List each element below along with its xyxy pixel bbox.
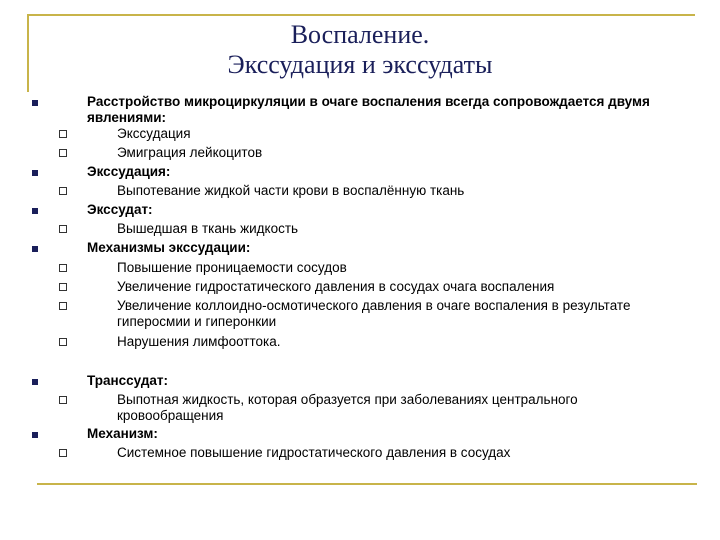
- hollow-square-bullet-icon: [59, 187, 67, 195]
- sub-bullet-text: Нарушения лимфооттока.: [117, 334, 281, 349]
- slide-title-line2: Экссудация и экссудаты: [227, 50, 493, 79]
- frame-bottom-line: [37, 483, 697, 485]
- sub-bullet-item: [117, 445, 687, 461]
- sub-bullet-item: [117, 298, 687, 330]
- hollow-square-bullet-icon: [59, 449, 67, 457]
- bullet-text: Экссудация:: [87, 164, 171, 179]
- bullet-text: Механизм:: [87, 426, 158, 441]
- sub-bullet-item: [117, 334, 687, 350]
- sub-bullet-item: [117, 221, 687, 237]
- square-bullet-icon: [32, 379, 38, 385]
- bullet-text: Механизмы экссудации:: [87, 240, 251, 255]
- bullet-text: Транссудат:: [87, 373, 169, 388]
- sub-bullet-item: [117, 145, 687, 161]
- square-bullet-icon: [32, 208, 38, 214]
- bullet-text: Экссудат:: [87, 202, 153, 217]
- sub-bullet-text: Увеличение гидростатического давления в сосудах очага воспаления: [117, 279, 555, 294]
- frame-top-line: [27, 14, 695, 16]
- sub-bullet-item: [117, 392, 687, 424]
- hollow-square-bullet-icon: [59, 283, 67, 291]
- sub-bullet-text: Увеличение коллоидно-осмотического давления в очаге воспаления в результате гиперосмии и гиперонкии: [117, 298, 631, 329]
- sub-bullet-item: [117, 126, 687, 142]
- sub-bullet-text: Экссудация: [117, 126, 191, 141]
- bullet-item: [87, 373, 687, 389]
- bullet-text: Расстройство микроциркуляции в очаге воспаления всегда сопровождается двумя явлениями:: [87, 94, 650, 125]
- bullet-item: [87, 94, 687, 126]
- sub-bullet-item: [117, 279, 687, 295]
- bullet-item: [87, 164, 687, 180]
- bullet-item: [87, 426, 687, 442]
- slide-title-line1: Воспаление.: [290, 20, 430, 49]
- square-bullet-icon: [32, 246, 38, 252]
- bullet-item: [87, 202, 687, 218]
- hollow-square-bullet-icon: [59, 264, 67, 272]
- hollow-square-bullet-icon: [59, 396, 67, 404]
- hollow-square-bullet-icon: [59, 225, 67, 233]
- sub-bullet-item: [117, 260, 687, 276]
- sub-bullet-item: [117, 183, 687, 199]
- sub-bullet-text: Выпотная жидкость, которая образуется при заболеваниях центрального кровообращения: [117, 392, 578, 423]
- hollow-square-bullet-icon: [59, 302, 67, 310]
- sub-bullet-text: Эмиграция лейкоцитов: [117, 145, 263, 160]
- bullet-item: [87, 240, 687, 256]
- sub-bullet-text: Вышедшая в ткань жидкость: [117, 221, 299, 236]
- square-bullet-icon: [32, 432, 38, 438]
- sub-bullet-text: Повышение проницаемости сосудов: [117, 260, 347, 275]
- sub-bullet-text: Выпотевание жидкой части крови в воспалённую ткань: [117, 183, 465, 198]
- square-bullet-icon: [32, 170, 38, 176]
- hollow-square-bullet-icon: [59, 130, 67, 138]
- hollow-square-bullet-icon: [59, 338, 67, 346]
- square-bullet-icon: [32, 100, 38, 106]
- hollow-square-bullet-icon: [59, 149, 67, 157]
- sub-bullet-text: Системное повышение гидростатического давления в сосудах: [117, 445, 511, 460]
